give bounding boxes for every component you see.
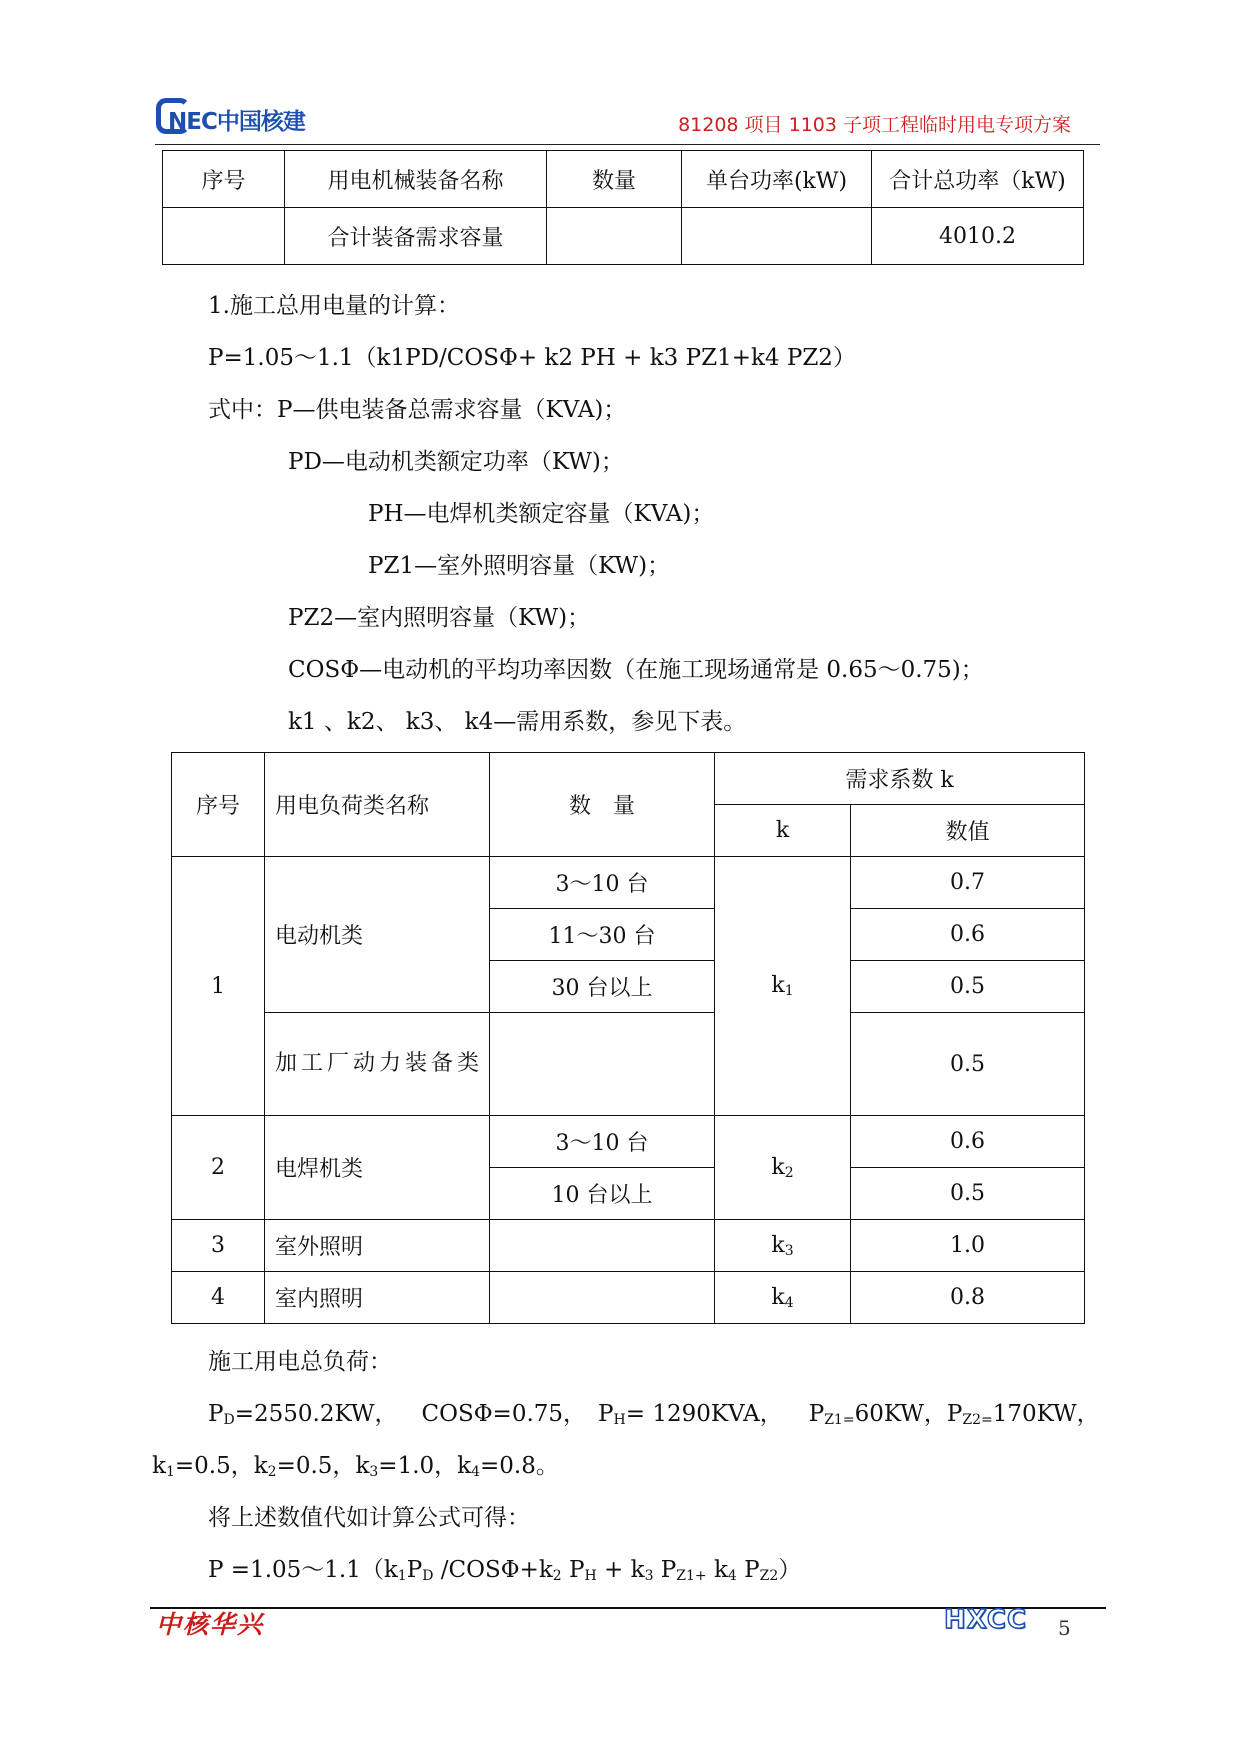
table-row — [172, 1220, 1085, 1272]
equipment-table — [162, 150, 1084, 265]
f-sub: Z1+ — [676, 1568, 707, 1584]
pz2-symbol: P — [946, 1401, 963, 1427]
th-seq: 序号 — [163, 151, 285, 208]
pz2-value: 170KW， — [992, 1401, 1100, 1427]
f-part: k — [706, 1557, 728, 1583]
k-subscript: 3 — [784, 1242, 794, 1259]
cell-seq — [163, 208, 285, 265]
cell-total-power: 4010.2 — [872, 208, 1084, 265]
k1-sub: 1 — [165, 1464, 175, 1480]
definition-cos: COSΦ—电动机的平均功率因数（在施工现场通常是 0.65～0.75)； — [288, 657, 984, 683]
logo-text: NEC中国核建 — [168, 109, 305, 135]
definition-ph: PH—电焊机类额定容量（KVA)； — [368, 501, 715, 527]
pd-sub: D — [223, 1412, 235, 1428]
cell-value: 1.0 — [851, 1220, 1085, 1272]
f-part: /COSΦ+k — [433, 1557, 553, 1583]
pd-symbol: P — [208, 1401, 224, 1427]
cell-k — [715, 1272, 851, 1324]
formula-line: P=1.05～1.1（k1PD/COSΦ+ k2 PH + k3 PZ1+k4 PZ2） — [208, 345, 856, 371]
table-header-row — [163, 151, 1084, 208]
table-row — [172, 857, 1085, 909]
th-total-power: 合计总功率（kW) — [872, 151, 1084, 208]
cell-qty: 11～30 台 — [490, 909, 715, 961]
k4-value: =0.8。 — [480, 1453, 559, 1479]
cell-k — [715, 857, 851, 1116]
cell-qty: 3～10 台 — [490, 857, 715, 909]
f-part: P — [406, 1557, 423, 1583]
th-name: 用电机械装备名称 — [285, 151, 547, 208]
k-symbol: k — [771, 1154, 785, 1180]
k-values-line — [152, 1447, 559, 1480]
pz2-sub: Z2= — [962, 1412, 993, 1428]
f-sub: D — [422, 1568, 434, 1584]
k-symbol: k — [771, 973, 785, 998]
f-part: ） — [778, 1557, 802, 1583]
cell-value: 0.7 — [851, 857, 1085, 909]
f-part: + k — [596, 1557, 645, 1583]
table-row — [172, 1013, 1085, 1116]
load-heading: 施工用电总负荷： — [208, 1349, 392, 1375]
ph-symbol: P — [598, 1401, 614, 1427]
f-part: P =1.05～1.1（k — [208, 1557, 398, 1583]
k4-sub: 4 — [471, 1464, 481, 1480]
definition-k: k1 、k2、 k3、 k4—需用系数，参见下表。 — [288, 709, 747, 735]
k3-symbol: k — [355, 1453, 370, 1479]
definition-pd: PD—电动机类额定功率（KW)； — [288, 449, 624, 475]
k1-symbol: k — [152, 1453, 166, 1479]
ph-value: = 1290KVA， — [625, 1401, 783, 1427]
th-value: 数值 — [851, 805, 1085, 857]
definition-pz1: PZ1—室外照明容量（KW)； — [368, 553, 671, 579]
cell-qty — [547, 208, 682, 265]
cell-name: 合计装备需求容量 — [285, 208, 547, 265]
cell-qty — [490, 1013, 715, 1116]
k4-symbol: k — [457, 1453, 472, 1479]
k3-value: =1.0， — [378, 1453, 458, 1479]
page-number: 5 — [1058, 1616, 1071, 1640]
th-qty: 数量 — [547, 151, 682, 208]
th-demand-coef: 需求系数 k — [715, 753, 1085, 805]
f-sub: 1 — [397, 1568, 407, 1584]
k-subscript: 1 — [784, 983, 794, 999]
cell-name: 室外照明 — [265, 1220, 490, 1272]
f-part: P — [561, 1557, 585, 1583]
footer-company-logo: 中核华兴 — [156, 1610, 265, 1639]
cell-qty: 3～10 台 — [490, 1116, 715, 1168]
cell-value: 0.5 — [851, 1168, 1085, 1220]
company-logo — [156, 98, 306, 138]
cell-name: 电动机类 — [265, 857, 490, 1013]
k2-value: =0.5， — [276, 1453, 356, 1479]
k2-sub: 2 — [267, 1464, 277, 1480]
k2-symbol: k — [253, 1453, 268, 1479]
th-unit-power: 单台功率(kW) — [682, 151, 872, 208]
demand-coefficient-table — [171, 752, 1085, 1324]
cell-seq: 3 — [172, 1220, 265, 1272]
f-sub: 2 — [552, 1568, 562, 1584]
substitution-line: 将上述数值代如计算公式可得： — [208, 1505, 530, 1531]
th-k: k — [715, 805, 851, 857]
k1-value: =0.5， — [174, 1453, 254, 1479]
cell-value: 0.6 — [851, 1116, 1085, 1168]
cell-qty — [490, 1220, 715, 1272]
cell-qty: 10 台以上 — [490, 1168, 715, 1220]
cell-qty: 30 台以上 — [490, 961, 715, 1013]
cell-value: 0.6 — [851, 909, 1085, 961]
section-heading: 1.施工总用电量的计算： — [208, 293, 460, 319]
header-rule — [155, 144, 1100, 145]
cell-k — [715, 1220, 851, 1272]
cell-seq: 2 — [172, 1116, 265, 1220]
load-values-line — [208, 1395, 1100, 1428]
f-sub: Z2 — [759, 1568, 779, 1584]
pd-value: =2550.2KW， — [234, 1401, 398, 1427]
f-part: P — [653, 1557, 677, 1583]
definition-pz2: PZ2—室内照明容量（KW)； — [288, 605, 591, 631]
cell-unit-power — [682, 208, 872, 265]
cell-name: 室内照明 — [265, 1272, 490, 1324]
pz1-symbol: P — [808, 1401, 825, 1427]
header-title: 81208 项目 1103 子项工程临时用电专项方案 — [678, 114, 1071, 136]
th-load-name: 用电负荷类名称 — [265, 753, 490, 857]
cell-value: 0.5 — [851, 1013, 1085, 1116]
cell-name: 加工厂动力装备类 — [265, 1013, 490, 1116]
k-symbol: k — [771, 1284, 785, 1310]
cell-value: 0.8 — [851, 1272, 1085, 1324]
cell-k — [715, 1116, 851, 1220]
table-row — [163, 208, 1084, 265]
k3-sub: 3 — [369, 1464, 379, 1480]
definition-p: 式中：P—供电装备总需求容量（KVA)； — [208, 397, 627, 423]
table-header-row — [172, 753, 1085, 805]
k-subscript: 2 — [784, 1164, 794, 1181]
cell-value: 0.5 — [851, 961, 1085, 1013]
f-sub: 3 — [644, 1568, 654, 1584]
k-subscript: 4 — [784, 1294, 794, 1311]
cos-value: COSΦ=0.75， — [421, 1401, 587, 1427]
f-sub: 4 — [727, 1568, 737, 1584]
cell-name: 电焊机类 — [265, 1116, 490, 1220]
final-formula — [208, 1551, 801, 1584]
th-seq: 序号 — [172, 753, 265, 857]
f-sub: H — [584, 1568, 597, 1584]
pz1-sub: Z1= — [824, 1412, 855, 1428]
pz1-value: 60KW， — [854, 1401, 947, 1427]
table-row — [172, 1272, 1085, 1324]
cell-seq: 1 — [172, 857, 265, 1116]
table-row — [172, 1116, 1085, 1168]
th-qty: 数 量 — [490, 753, 715, 857]
cell-qty — [490, 1272, 715, 1324]
footer-hxcc-logo: HXCC — [944, 1605, 1028, 1635]
f-part: P — [736, 1557, 760, 1583]
ph-sub: H — [613, 1412, 626, 1428]
k-symbol: k — [771, 1232, 785, 1258]
cell-seq: 4 — [172, 1272, 265, 1324]
